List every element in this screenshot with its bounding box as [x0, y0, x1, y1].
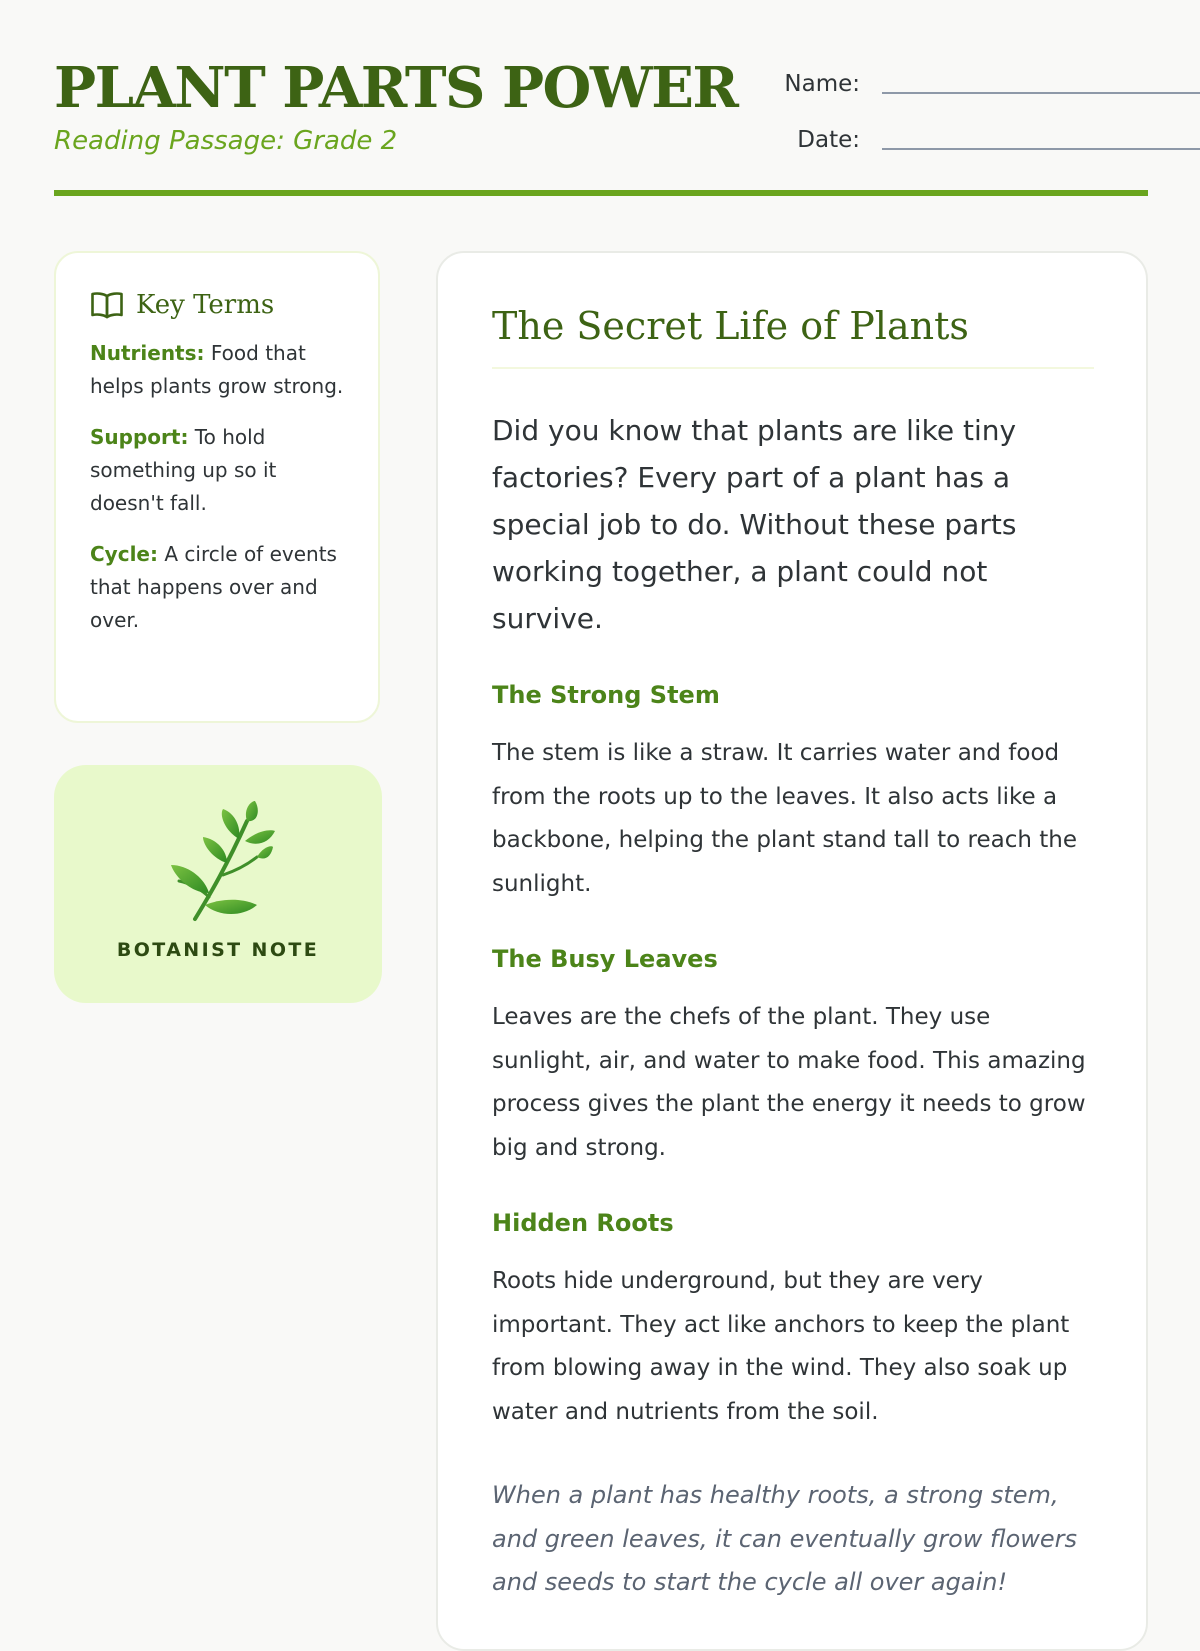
- term-support: [90, 421, 348, 520]
- term-word: Cycle:: [90, 542, 158, 566]
- passage-intro: Did you know that plants are like tiny factories? Every part of a plant has a special job to do. Without these parts working together, a plant could not survive.: [492, 414, 1017, 635]
- date-write-line[interactable]: [882, 148, 1200, 150]
- header-divider: [54, 190, 1148, 196]
- section-heading-stem: The Strong Stem: [492, 681, 720, 709]
- section-heading-leaves: The Busy Leaves: [492, 945, 718, 973]
- page-subtitle: Reading Passage: Grade 2: [54, 126, 398, 156]
- key-terms-card: [54, 251, 380, 723]
- reading-passage-card: [436, 251, 1148, 1651]
- term-cycle: [90, 538, 348, 637]
- name-write-line[interactable]: [882, 92, 1200, 94]
- term-word: Nutrients:: [90, 341, 205, 365]
- open-book-icon: [90, 290, 124, 320]
- section-body-stem: The stem is like a straw. It carries water and food from the roots up to the leaves. It also acts like a backbone, helping the plant stand tall to reach the sunlight.: [492, 740, 1077, 897]
- key-terms-title: Key Terms: [136, 290, 275, 320]
- date-field[interactable]: [714, 120, 1200, 160]
- botanist-note-card: [54, 765, 382, 1003]
- term-definition: A circle of events that happens over and over.: [90, 542, 337, 632]
- page-title: PLANT PARTS POWER: [54, 55, 738, 121]
- name-label: Name:: [784, 71, 860, 97]
- term-definition: Food that helps plants grow strong.: [90, 341, 344, 398]
- term-nutrients: [90, 337, 348, 403]
- term-word: Support:: [90, 425, 189, 449]
- worksheet-header: [54, 48, 1148, 198]
- closing-note: When a plant has healthy roots, a strong stem, and green leaves, it can eventually grow flowers and seeds to start the cycle all over again!: [492, 1481, 1078, 1596]
- date-label: Date:: [797, 127, 860, 153]
- botanist-note-label: BOTANIST NOTE: [116, 939, 320, 961]
- section-heading-roots: Hidden Roots: [492, 1209, 674, 1237]
- term-definition: To hold something up so it doesn't fall.: [90, 425, 277, 515]
- section-body-leaves: Leaves are the chefs of the plant. They use sunlight, air, and water to make food. This amazing process gives the plant the energy it needs to grow big and strong.: [492, 1004, 1086, 1161]
- key-terms-header: [90, 287, 348, 323]
- section-body-roots: Roots hide underground, but they are very important. They act like anchors to keep the plant from blowing away in the wind. They also soak up water and nutrients from the soil.: [492, 1268, 1070, 1425]
- name-field[interactable]: [714, 64, 1200, 104]
- leafy-branch-icon: [161, 801, 275, 925]
- passage-title: The Secret Life of Plants: [492, 299, 1094, 369]
